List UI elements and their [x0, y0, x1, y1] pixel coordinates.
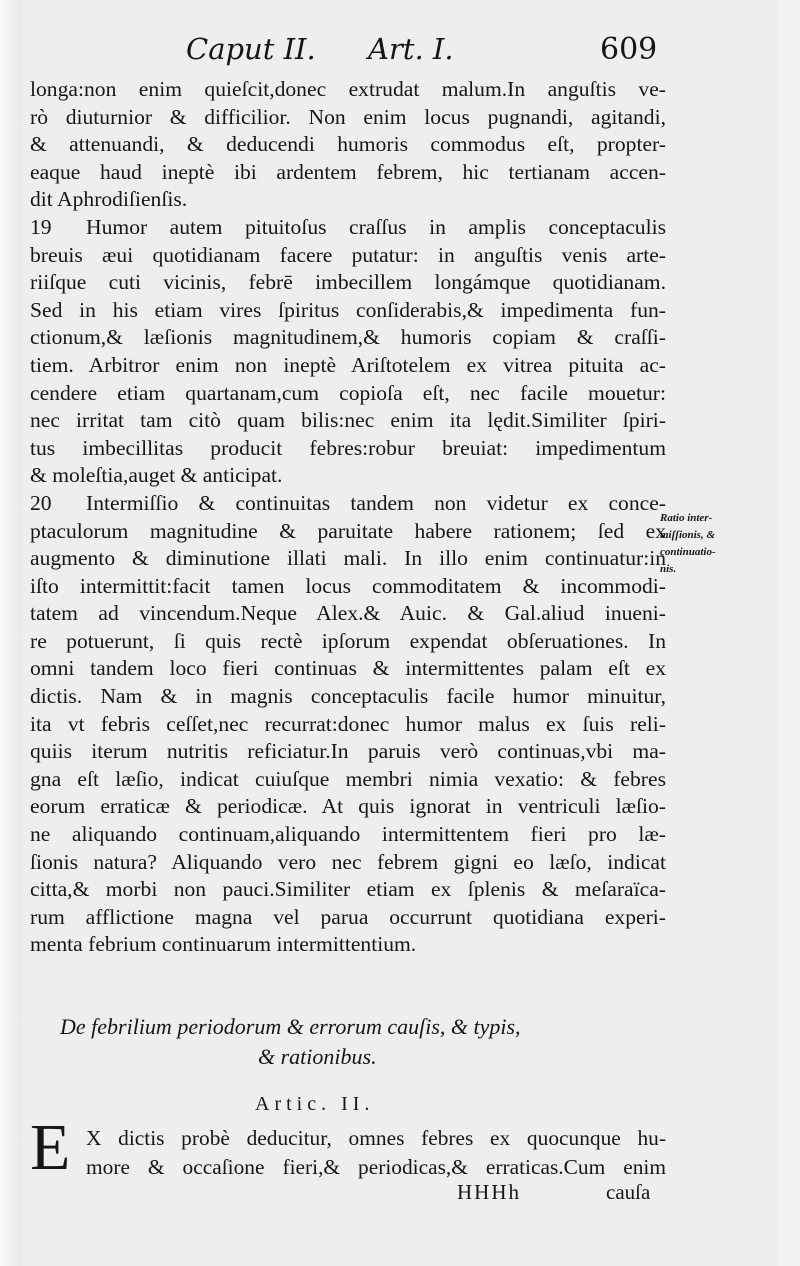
marginal-note-line: miſſionis, &	[660, 529, 716, 541]
text-line	[30, 793, 666, 821]
article-text	[86, 1124, 666, 1182]
text-line	[30, 214, 666, 242]
text-line	[30, 904, 666, 932]
page-gutter	[0, 0, 22, 1266]
marginal-note-line: nis.	[660, 563, 677, 575]
facing-page-edge	[778, 0, 800, 1266]
text-line	[30, 600, 666, 628]
text-line-content: ne aliquando continuam,aliquando intermittentem fieri pro læ-	[30, 822, 666, 847]
text-line-content: ptaculorum magnitudine & paruitate habere rationem; ſed ex	[30, 518, 666, 543]
text-line	[30, 518, 666, 546]
signature-mark: HHHh	[457, 1180, 521, 1204]
paragraph-number: 20	[30, 490, 52, 515]
text-line-content: Intermiſſio & continuitas tandem non videtur ex conce-	[86, 490, 666, 515]
text-line-content: longa:non enim quieſcit,donec extrudat malum.In anguſtis ve-	[30, 77, 666, 101]
text-line-content: ſionis natura? Aliquando vero nec febrem gigni eo læſo, indicat	[30, 849, 666, 874]
text-line-content: quiis iterum nutritis reficiatur.In paruis verò continuas,vbi ma-	[30, 739, 666, 764]
text-line	[30, 738, 666, 766]
text-line	[30, 269, 666, 297]
text-line-content: citta,& morbi non pauci.Similiter etiam ex ſplenis & meſaraïca-	[30, 877, 666, 902]
text-line	[30, 849, 666, 877]
text-line-content: Humor autem pituitoſus craſſus in amplis conceptaculis	[86, 214, 666, 239]
text-line	[30, 655, 666, 683]
text-line	[30, 104, 666, 132]
text-line	[30, 683, 666, 711]
text-line-content: nec irritat tam citò quam bilis:nec enim ita lędit.Similiter ſpiri-	[30, 408, 666, 433]
text-line	[30, 186, 666, 214]
text-line-content: rum afflictione magna vel parua occurrunt quotidiana experi-	[30, 904, 666, 929]
text-line	[30, 462, 666, 490]
text-line	[30, 352, 666, 380]
text-line	[30, 573, 666, 601]
text-line-content: rò diuturnior & difficilior. Non enim locus pugnandi, agitandi,	[30, 104, 666, 129]
text-line	[30, 380, 666, 408]
article-text-line: more & occaſione fieri,& periodicas,& erraticas.Cum enim	[86, 1155, 666, 1179]
running-head	[0, 28, 800, 74]
text-line-content: omni tandem loco fieri continuas & intermittentes palam eſt ex	[30, 656, 666, 681]
text-line	[30, 876, 666, 904]
text-line	[30, 711, 666, 739]
article-label: Artic. II.	[255, 1093, 375, 1115]
text-line-content: re potuerunt, ſi quis rectè ipſorum expendat obſeruationes. In	[30, 628, 666, 653]
text-line-content: breuis æui quotidianam facere putatur: in anguſtis venis arte-	[30, 242, 666, 267]
text-line-content: gna eſt læſio, indicat cuiuſque membri nimia vexatio: & febres	[30, 766, 666, 791]
text-line-content: menta febrium continuarum intermittentium.	[30, 932, 417, 957]
catchword: cauſa	[606, 1180, 651, 1204]
text-line	[30, 545, 666, 573]
text-line-content: ctionum,& læſionis magnitudinem,& humoris copiam & craſſi-	[30, 325, 666, 350]
text-line	[30, 131, 666, 159]
text-line-content: cendere etiam quartanam,cum copioſa eſt, nec facile mouetur:	[30, 380, 666, 405]
section-heading-line-2: & rationibus.	[258, 1044, 377, 1069]
text-line	[30, 435, 666, 463]
drop-cap: E	[30, 1111, 71, 1184]
text-line	[30, 324, 666, 352]
article-text-line: X dictis probè deducitur, omnes febres ex quocunque hu-	[86, 1126, 666, 1150]
text-line	[30, 159, 666, 187]
text-line-content: & moleſtia,auget & anticipat.	[30, 463, 283, 488]
paragraph-number: 19	[30, 214, 52, 239]
section-heading	[60, 1012, 660, 1072]
text-line-content: eaque haud ineptè ibi ardentem febrem, hic tertianam accen-	[30, 159, 666, 184]
running-head-article: Art. I.	[368, 32, 454, 66]
text-line-content: tatem ad vincendum.Neque Alex.& Auic. & Gal.aliud inueni-	[30, 601, 666, 626]
page-number: 609	[600, 32, 658, 67]
marginal-note-line: Ratio inter-	[660, 512, 713, 524]
text-line-content: & attenuandi, & deducendi humoris commodus eſt, propter-	[30, 132, 666, 157]
text-line-content: eorum erraticæ & periodicæ. At quis ignorat in ventriculi læſio-	[30, 794, 666, 819]
text-line-content: ita vt febris ceſſet,nec recurrat:donec humor malus ex ſuis reli-	[30, 711, 666, 736]
text-line-content: dit Aphrodiſienſis.	[30, 187, 188, 212]
text-line	[30, 931, 666, 959]
text-line	[30, 407, 666, 435]
text-line	[30, 242, 666, 270]
text-line-content: Sed in his etiam vires ſpiritus conſiderabis,& impedimenta fun-	[30, 297, 666, 322]
main-text-block	[30, 76, 666, 959]
text-line-content: augmento & diminutione illati mali. In illo enim continuatur:in	[30, 546, 666, 571]
marginal-note-line: continuatio-	[660, 546, 716, 558]
text-line-content: iſto intermittit:facit tamen locus commoditatem & incommodi-	[30, 573, 666, 598]
section-heading-line-1: De febrilium periodorum & errorum cauſis, & typis,	[60, 1014, 521, 1039]
text-line-content: tiem. Arbitror enim non ineptè Ariſtotelem ex vitrea pituita ac-	[30, 352, 666, 377]
text-line-content: riiſque cuti vicinis, febrē imbecillem longámque quotidianam.	[30, 270, 666, 295]
text-line	[30, 628, 666, 656]
text-line-content: tus imbecillitas producit febres:robur breuiat: impedimentum	[30, 435, 666, 460]
text-line	[30, 297, 666, 325]
text-line	[30, 76, 666, 104]
text-line-content: dictis. Nam & in magnis conceptaculis facile humor minuitur,	[30, 684, 666, 709]
marginal-note	[660, 510, 778, 578]
text-line	[30, 766, 666, 794]
text-line	[30, 821, 666, 849]
running-head-caput: Caput II.	[186, 32, 316, 66]
text-line	[30, 490, 666, 518]
